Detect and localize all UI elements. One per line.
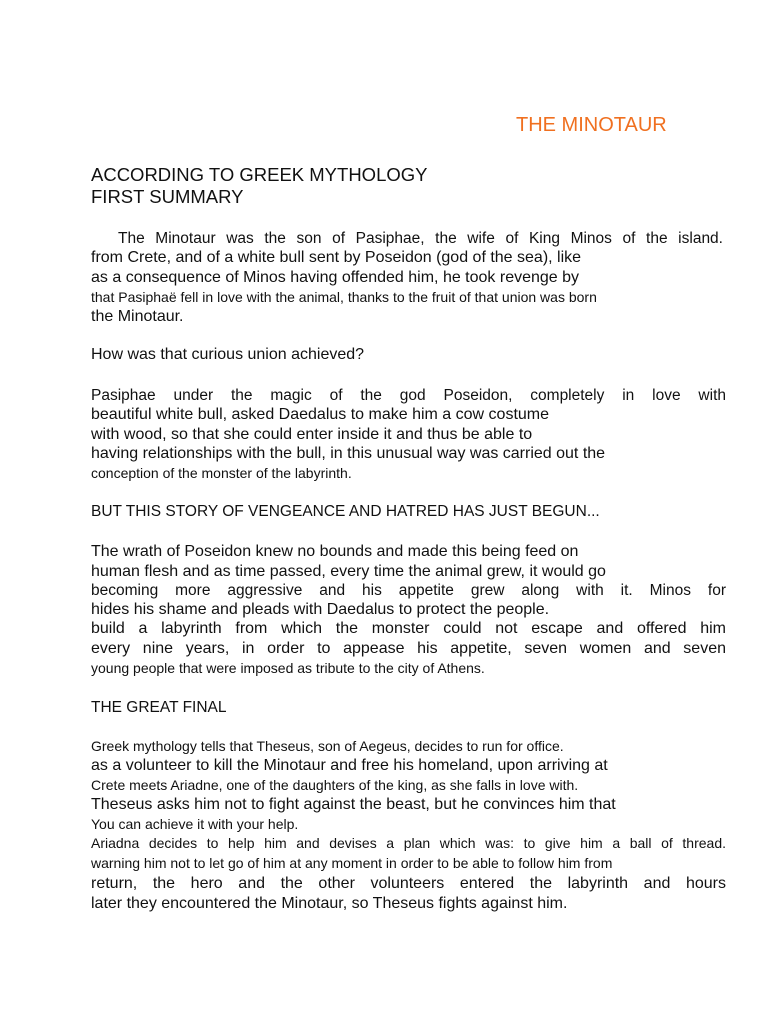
text-line: later they encountered the Minotaur, so Theseus fights against him. xyxy=(91,895,568,912)
text-line: every nine years, in order to appease his appetite, seven women and seven xyxy=(91,640,726,657)
text-line: becoming more aggressive and his appetite grew along with it. Minos for xyxy=(91,582,726,599)
final-heading: THE GREAT FINAL xyxy=(91,699,227,716)
text-line: the Minotaur. xyxy=(91,308,184,325)
text-line: hides his shame and pleads with Daedalus to protect the people. xyxy=(91,601,550,618)
text-line: young people that were imposed as tribute to the city of Athens. xyxy=(91,660,485,676)
text-line: Ariadna decides to help him and devises a plan which was: to give him a ball of thread. xyxy=(91,835,726,851)
text-line: Greek mythology tells that Theseus, son of Aegeus, decides to run for office. xyxy=(91,738,564,754)
heading-line: ACCORDING TO GREEK MYTHOLOGY xyxy=(91,164,428,185)
text-line: that Pasiphaë fell in love with the animal, thanks to the fruit of that union was born xyxy=(91,289,597,305)
text-line: The wrath of Poseidon knew no bounds and made this being feed on xyxy=(91,543,579,560)
text-line: The Minotaur was the son of Pasiphae, the wife of King Minos of the island. xyxy=(118,230,723,247)
text-line: build a labyrinth from which the monster could not escape and offered him xyxy=(91,620,726,637)
question-line: How was that curious union achieved? xyxy=(91,346,365,363)
text-line: as a volunteer to kill the Minotaur and free his homeland, upon arriving at xyxy=(91,757,608,774)
text-line: Theseus asks him not to fight against the beast, but he convinces him that xyxy=(91,796,616,813)
text-line: having relationships with the bull, in this unusual way was carried out the xyxy=(91,445,606,462)
text-line: from Crete, and of a white bull sent by Poseidon (god of the sea), like xyxy=(91,249,582,266)
heading-line: FIRST SUMMARY xyxy=(91,186,244,207)
text-line: human flesh and as time passed, every time the animal grew, it would go xyxy=(91,563,606,580)
vengeance-heading: BUT THIS STORY OF VENGEANCE AND HATRED HAS JUST BEGUN... xyxy=(91,503,600,520)
text-line: as a consequence of Minos having offended him, he took revenge by xyxy=(91,269,580,286)
text-line: with wood, so that she could enter inside it and thus be able to xyxy=(91,426,533,443)
text-line: warning him not to let go of him at any moment in order to be able to follow him from xyxy=(91,855,613,871)
text-line: You can achieve it with your help. xyxy=(91,816,299,832)
text-line: beautiful white bull, asked Daedalus to make him a cow costume xyxy=(91,406,550,423)
text-line: return, the hero and the other volunteers entered the labyrinth and hours xyxy=(91,875,726,892)
page-title: THE MINOTAUR xyxy=(516,114,667,136)
text-line: conception of the monster of the labyrinth. xyxy=(91,465,352,481)
text-line: Pasiphae under the magic of the god Poseidon, completely in love with xyxy=(91,387,726,404)
text-line: Crete meets Ariadne, one of the daughters of the king, as she falls in love with. xyxy=(91,777,579,793)
